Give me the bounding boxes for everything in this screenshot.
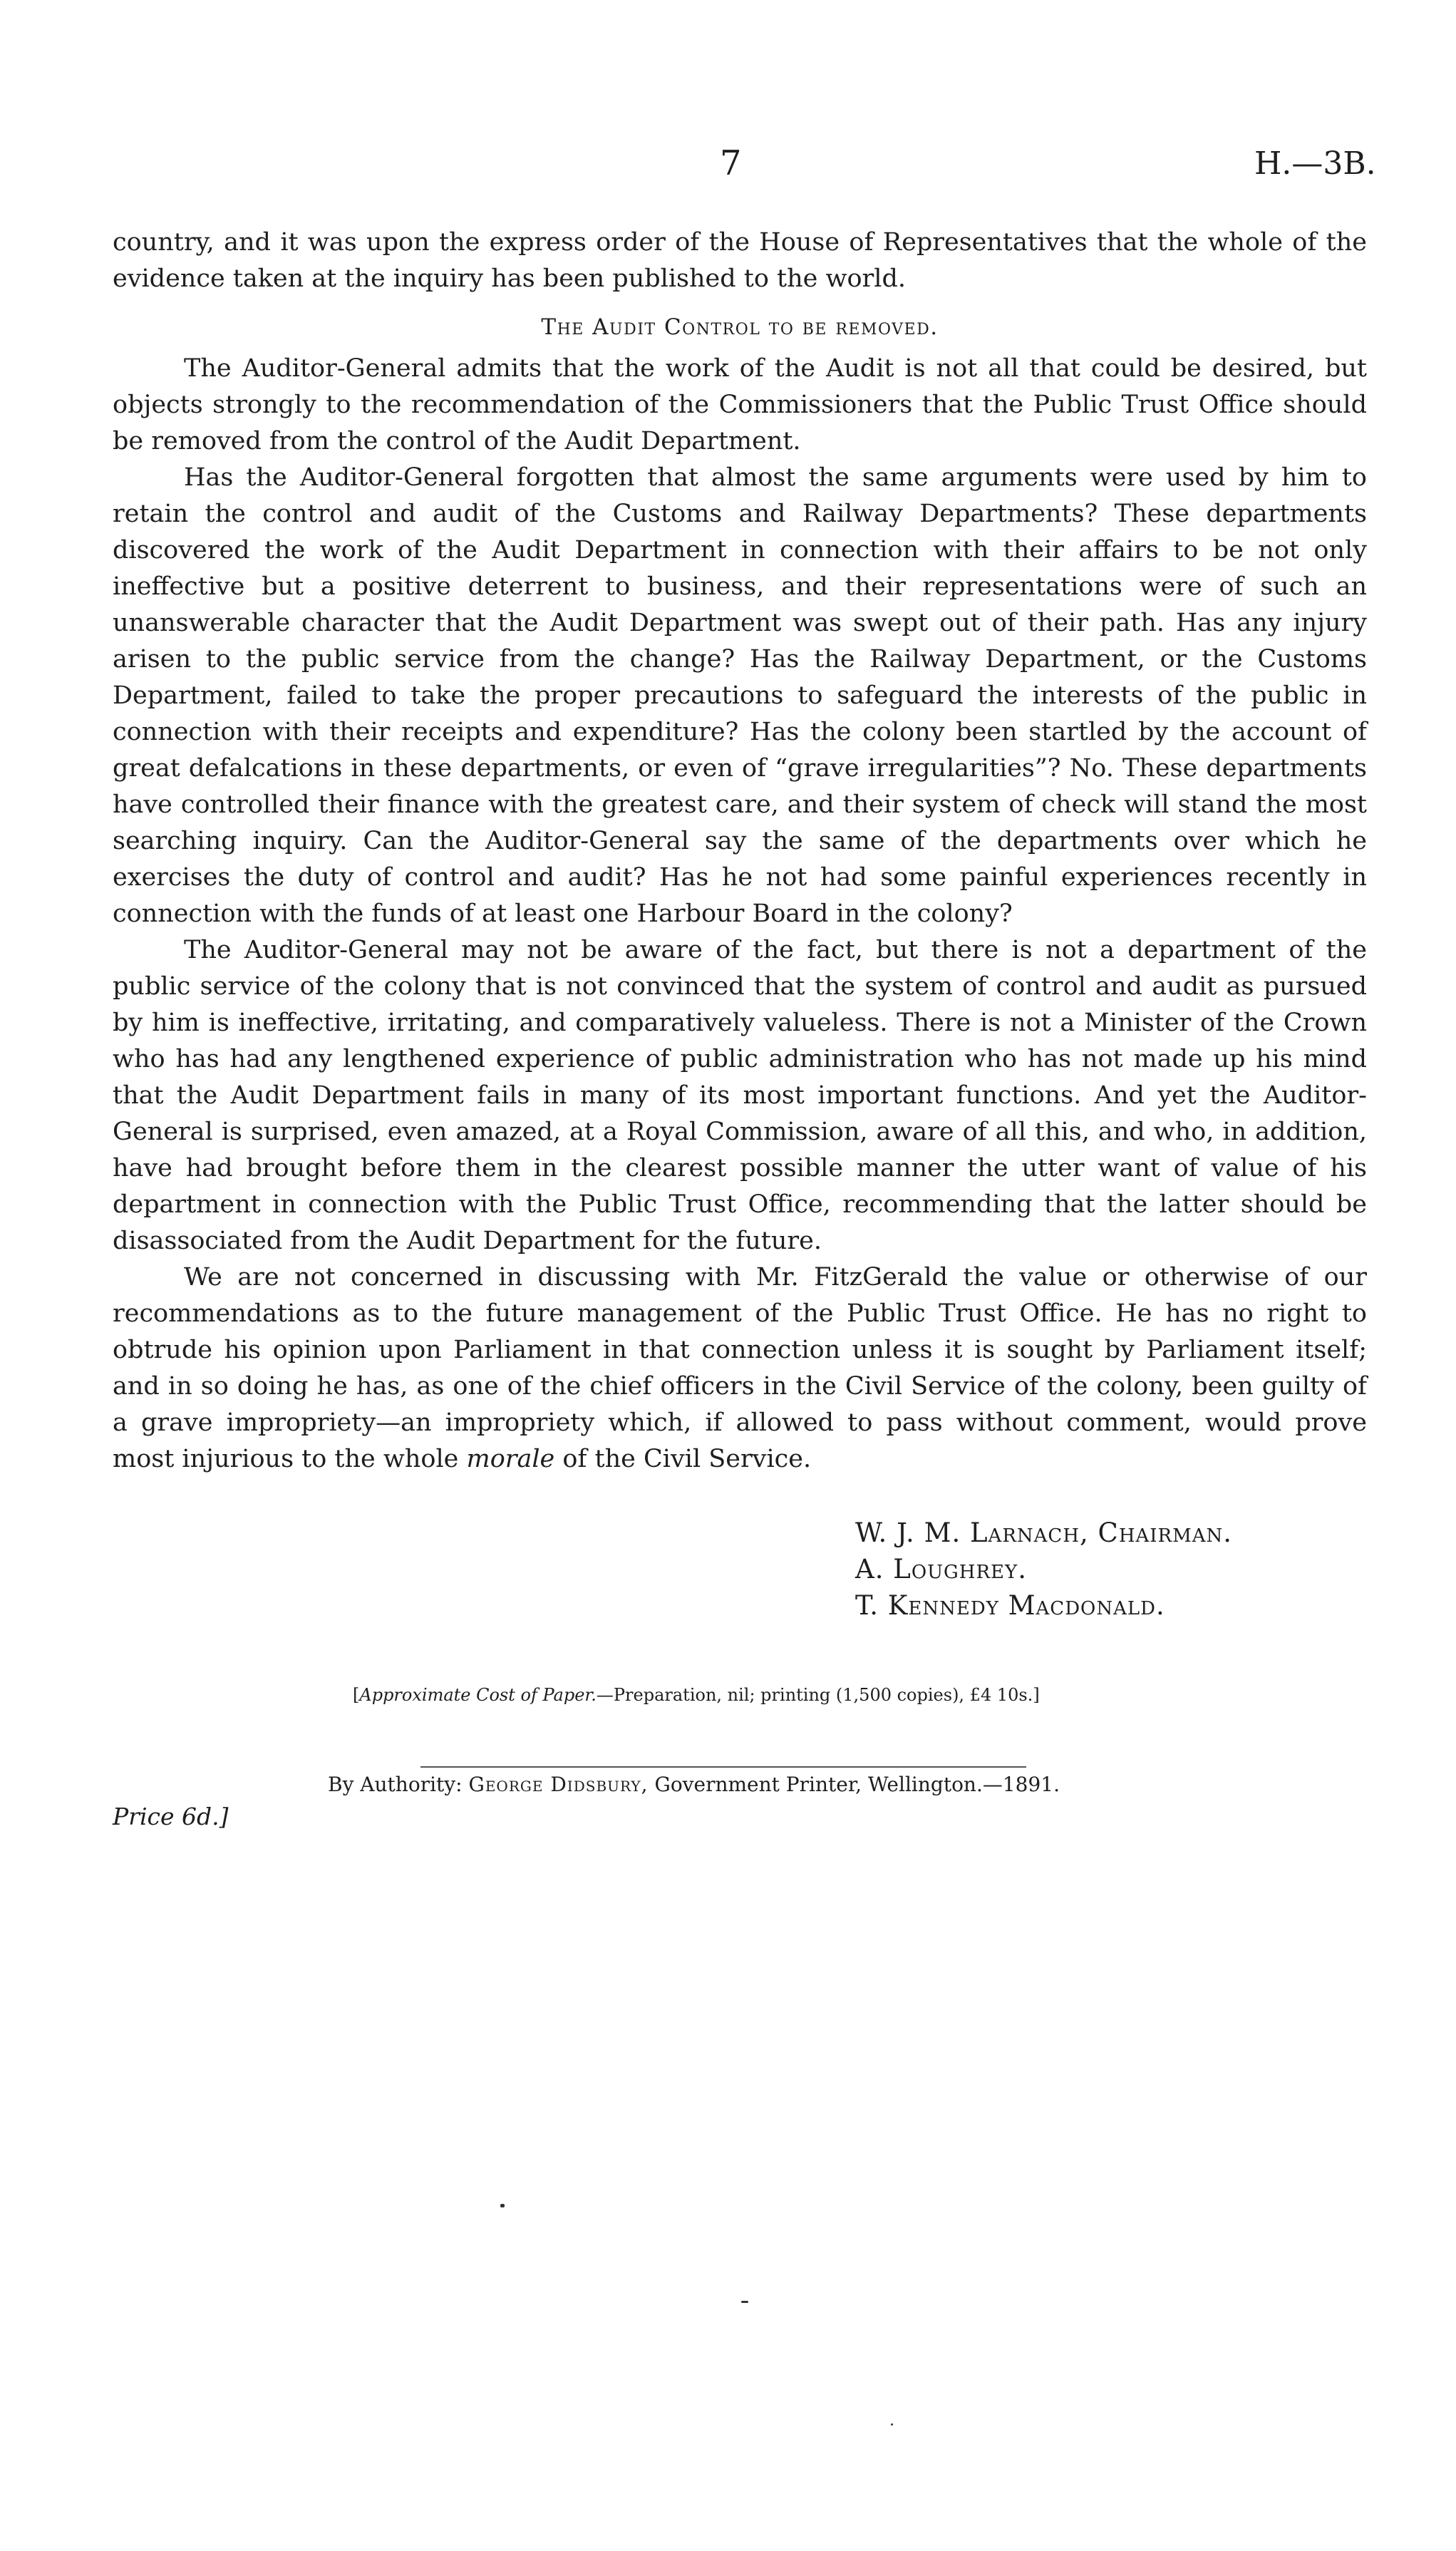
body-text (113, 225, 1367, 1478)
signatures (855, 1515, 1232, 1624)
paragraph-1: The Auditor-General admits that the work of the Audit is not all that could be desired, but objects strongly to the recommendation of the Commissioners that the Public Trust Office should be removed from the control of the Audit Department. (113, 354, 1367, 455)
paragraph-2: Has the Auditor-General forgotten that almost the same arguments were used by him to retain the control and audit of the Customs and Railway Departments? These departments discovered the work of the Audit Department in connection with their affairs to be not only ineffective but a positive deterrent to business, and their representations were of such an unanswerable character that the Audit Department was swept out of their path. Has any injury arisen to the public service from the change? Has the Railway Department, or the Customs Department, failed to take the proper precautions to safeguard the interests of the public in connection with their receipts and expenditure? Has the colony been startled by the account of great defalcations in these departments, or even of “grave irregularities”? No. These departments have controlled their finance with the greatest care, and their system of check will stand the most searching inquiry. Can the Auditor-General say the same of the departments over which he exercises the duty of control and audit? Has he not had some painful experiences recently in connection with the funds of at least one Harbour Board in the colony? (113, 463, 1367, 928)
printer-name: George Didsbury, (468, 1773, 649, 1796)
paragraph-3: The Auditor-General may not be aware of the fact, but there is not a department of the public service of the colony that is not convinced that the system of control and audit as pursued by him is ineffective, irritating, and comparatively valueless. There is not a Minister of the Crown who has had any lengthened experience of public administration who has not made up his mind that the Audit Department fails in many of its most important functions. And yet the Auditor-General is surprised, even amazed, at a Royal Commission, aware of all this, and who, in addition, have had brought before them in the clearest possible manner the utter want of value of his department in connection with the Public Trust Office, recommending that the latter should be disassociated from the Audit Department for the future. (113, 936, 1367, 1255)
cost-note-bracket: [ (353, 1685, 360, 1705)
price: Price 6d.] (113, 1803, 229, 1830)
signature-macdonald: T. Kennedy Macdonald. (855, 1590, 1165, 1621)
scan-speck (500, 2204, 505, 2207)
footer-rule (420, 1766, 1026, 1768)
paragraph-4-end: of the Civil Service. (562, 1445, 812, 1473)
cost-note (353, 1686, 1040, 1704)
paragraph-4-italic: morale (466, 1445, 555, 1473)
section-heading: The Audit Control to be removed. (541, 314, 939, 340)
printer-authority (328, 1775, 1060, 1795)
signature-chairman: W. J. M. Larnach, Chairman. (855, 1517, 1233, 1548)
authority-prefix: By Authority: (328, 1773, 463, 1796)
signature-loughrey: A. Loughrey. (855, 1554, 1027, 1584)
page-number: 7 (720, 143, 742, 183)
continuation-paragraph: country, and it was upon the express order of the House of Representatives that the whole of the evidence taken at the inquiry has been published to the world. (113, 228, 1367, 293)
paragraph-4-text: We are not concerned in discussing with Mr. FitzGerald the value or otherwise of our recommendations as to the future management of the Public Trust Office. He has no right to obtrude his opinion upon Parliament in that connection unless it is sought by Parliament itself; and in so doing he has, as one of the chief officers in the Civil Service of the colony, been guilty of a grave impropriety—an impropriety which, if allowed to pass without comment, would prove most injurious to the whole (113, 1263, 1367, 1473)
authority-rest: Government Printer, Wellington.—1891. (654, 1773, 1060, 1796)
cost-note-label: Approximate Cost of Paper. (359, 1685, 597, 1705)
scan-speck (741, 2301, 748, 2303)
document-reference: H.—3B. (1254, 145, 1376, 182)
cost-note-details: —Preparation, nil; printing (1,500 copies), £4 10s.] (596, 1685, 1040, 1705)
paragraph-4 (113, 1259, 1367, 1478)
scan-speck (891, 2423, 893, 2426)
